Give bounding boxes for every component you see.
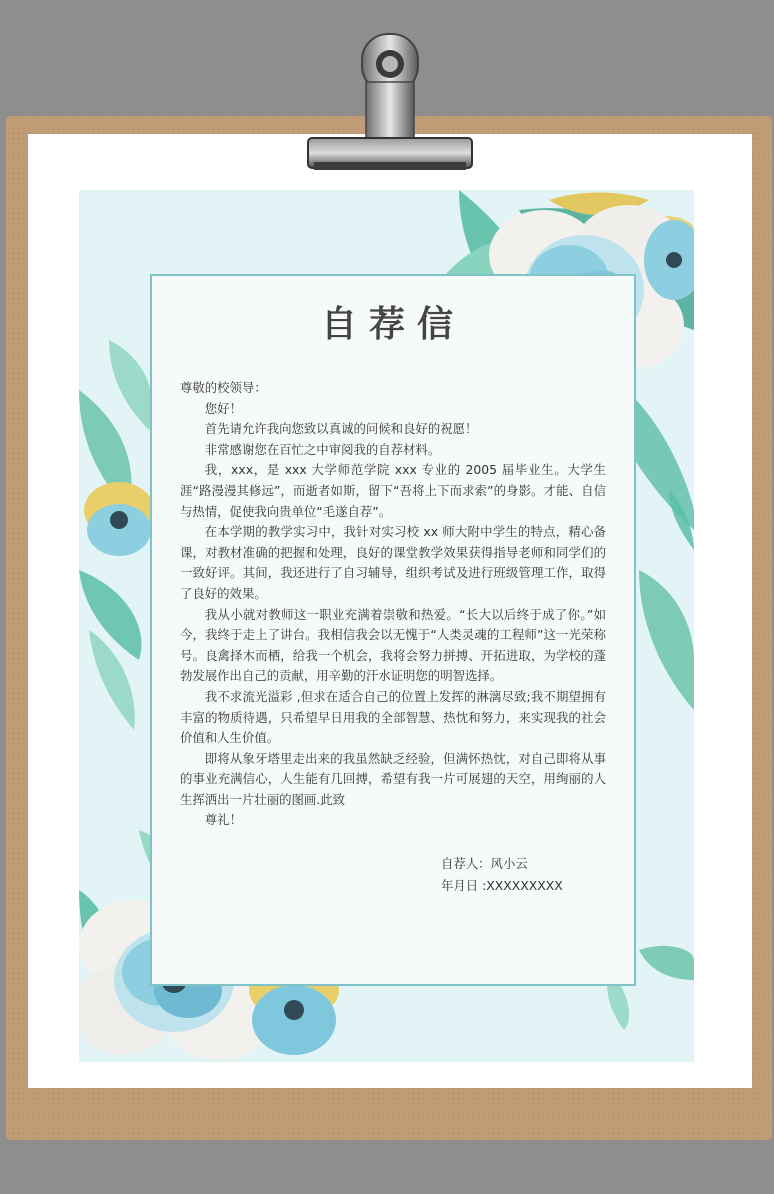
left-small-flower bbox=[84, 482, 154, 556]
letter-greeting: 您好！ bbox=[204, 400, 242, 416]
letter-paragraph: 首先请允许我向您致以真诚的问候和良好的祝愿！ bbox=[204, 421, 478, 437]
letter-paragraph: 我从小就对教师这一职业充满着崇敬和热爱。“长大以后终于成了你。”如今，我终于走上了讲台。我相信我会以无愧于“人类灵魂的工程师”这一光荣称号。良禽择木而栖，给我一个机会，我将会努力拼搏、开拓进取，为学校的蓬勃发展作出自己的贡献，用辛勤的汗水证明您的明智选择。 bbox=[180, 606, 606, 684]
letter-salutation: 尊敬的校领导： bbox=[180, 380, 267, 395]
letter-title: 自荐信 bbox=[320, 304, 465, 345]
letter-body bbox=[180, 378, 606, 831]
letter-paragraph: 非常感谢您在百忙之中审阅我的自荐材料。 bbox=[204, 441, 441, 457]
signature-block bbox=[441, 853, 563, 897]
letter-date: 年月日 :XXXXXXXXX bbox=[441, 878, 563, 893]
letter-paragraph: 我不求流光溢彩 ,但求在适合自己的位置上发挥的淋漓尽致;我不期望拥有丰富的物质待遇，只希望早日用我的全部智慧、热忱和努力，来实现我的社会价值和人生价值。 bbox=[180, 688, 606, 746]
letter-closing: 尊礼！ bbox=[204, 812, 242, 828]
binder-clip-icon bbox=[300, 22, 480, 182]
signer-name: 自荐人：风小云 bbox=[441, 856, 528, 871]
letter-paragraph: 我，xxx，是 xxx 大学师范学院 xxx 专业的 2005 届毕业生。大学生涯“路漫漫其修远”，而逝者如斯，留下“吾将上下而求索”的身影。才能、自信与热情，促使我向贵单位“毛遂自荐”。 bbox=[180, 462, 606, 519]
letter-paragraph: 在本学期的教学实习中，我针对实习校 xx 师大附中学生的特点，精心备课，对教材准确的把握和处理，良好的课堂教学效果获得指导老师和同学们的一致好评。其间，我还进行了自习辅导，组织考试及进行班级管理工作，取得了良好的效果。 bbox=[180, 524, 606, 601]
letter-paragraph: 即将从象牙塔里走出来的我虽然缺乏经验，但满怀热忱，对自己即将从事的事业充满信心，人生能有几回搏，希望有我一片可展翅的天空，用绚丽的人生挥洒出一片壮丽的图画.此致 bbox=[180, 750, 606, 807]
right-middle-leaves bbox=[639, 490, 694, 710]
